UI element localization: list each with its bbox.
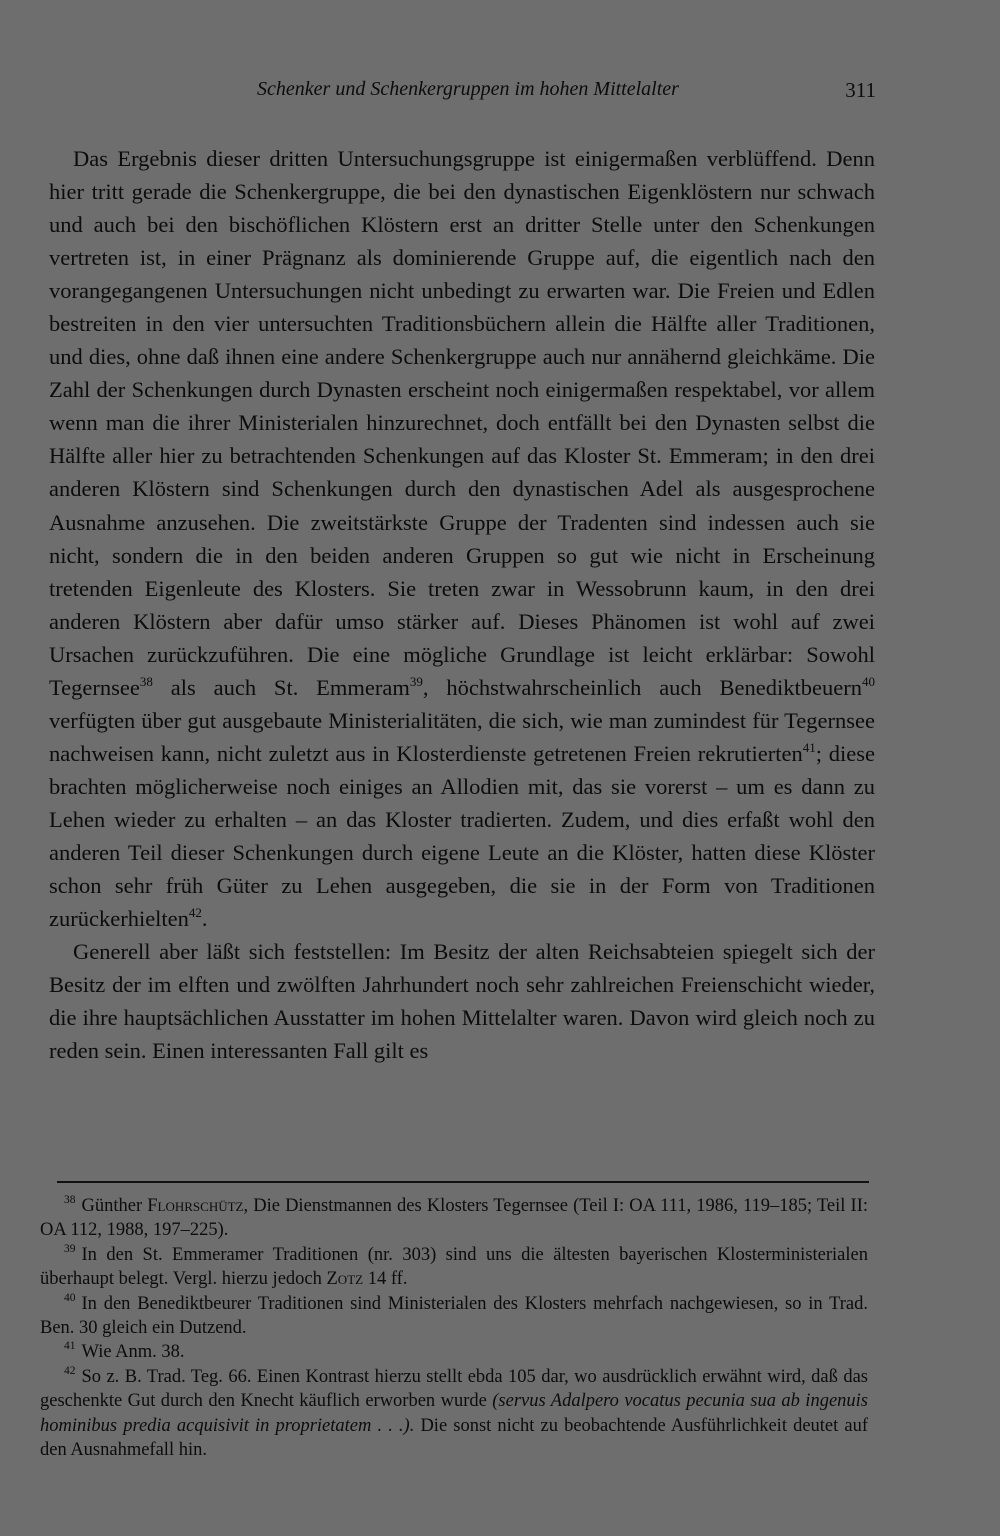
text-run: ; diese brachten möglicherweise noch einiges an Allodien mit, das sie vorerst – um es dann zu Lehen wieder zu erhalten – an das Kloster tradierten. Zudem, und dies erfaßt wohl den anderen Teil dieser Schenkungen durch eigene Leute an die Klöster, hatten diese Klöster schon sehr früh Güter zu Lehen ausgegeben, die sie in der Form von Traditionen zurückerhielten — [49, 740, 875, 932]
author-name: Flohrschütz — [147, 1196, 244, 1216]
running-title: Schenker und Schenkergruppen im hohen Mittelalter — [257, 78, 679, 100]
footnote-text: Die sonst nicht zu beobachtende Ausführlichkeit deutet auf den Ausnahmefall hin. — [40, 1415, 868, 1461]
author-name: Zotz — [326, 1269, 364, 1290]
page-header — [48, 78, 880, 108]
page-number: 311 — [845, 78, 876, 102]
footnote-ref: 40 — [862, 673, 875, 689]
footnote-41 — [40, 1340, 868, 1364]
text-run: . — [201, 906, 208, 932]
footnote-ref: 39 — [409, 673, 423, 689]
footnote-number: 39 — [64, 1242, 76, 1255]
main-text — [49, 142, 875, 1067]
footnote-number: 40 — [64, 1291, 76, 1304]
footnote-text: So z. B. Trad. Teg. 66. Einen Kontrast hierzu stellt ebda 105 dar, wo ausdrücklich erwähnt wird, daß das geschenkte Gut durch den Knecht käuflich erworben wurde — [40, 1366, 868, 1412]
paragraph: Generell aber läßt sich feststellen: Im Besitz der alten Reichsabteien spiegelt sich der Besitz der im elften und zwölften Jahrhundert noch sehr zahlreichen Freienschicht wieder, die ihre hauptsächlichen Ausstatter im hohen Mittelalter waren. Davon wird gleich noch zu reden sein. Einen interessanten Fall gilt es — [49, 939, 875, 1064]
footnote-separator — [57, 1181, 869, 1183]
text-run: als auch St. Emmeram — [152, 674, 410, 700]
footnotes — [40, 1194, 868, 1462]
footnote-number: 42 — [64, 1364, 76, 1377]
footnote-text: Günther — [81, 1196, 148, 1216]
latin-quote: (servus Adalpero vocatus pecunia sua ab ingenuis hominibus predia acquisivit in proprietatem . . .). — [40, 1391, 868, 1436]
paragraph — [49, 142, 875, 935]
footnote-text: In den Benediktbeurer Traditionen sind Ministerialen des Klosters mehrfach nachgewiesen, so in Trad. Ben. 30 gleich ein Dutzend. — [40, 1293, 868, 1339]
footnote-ref: 42 — [188, 905, 202, 921]
text-run: Das Ergebnis dieser dritten Untersuchungsgruppe ist einigermaßen verblüffend. Denn hier tritt gerade die Schenkergruppe, die bei den dynastischen Eigenklöstern nur schwach und auch bei den bischöflichen Klöstern erst an dritter Stelle unter den Schenkungen vertreten ist, in einer Prägnanz als dominierende Gruppe auf, die eigentlich nach den vorangegangenen Untersuchungen nicht unbedingt zu erwarten war. Die Freien und Edlen bestreiten in den vier untersuchten Traditionsbüchern allein die Hälfte aller Traditionen, und dies, ohne daß ihnen eine andere Schenkergruppe auch nur annähernd gleichkäme. Die Zahl der Schenkungen durch Dynasten erscheint noch einigermaßen respektabel, vor allem wenn man die ihrer Ministerialen hinzurechnet, doch entfällt bei den Dynasten selbst die Hälfte aller hier zu betrachtenden Schenkungen auf das Kloster St. Emmeram; in den drei anderen Klöstern sind Schenkungen durch den dynastischen Adel als ausgesprochene Ausnahme anzusehen. Die zweitstärkste Gruppe der Tradenten sind indessen auch sie nicht, sondern die in den beiden anderen Gruppen so gut wie nicht in Erscheinung tretenden Eigenleute des Klosters. Sie treten zwar in Wessobrunn kaum, in den drei anderen Klöstern aber dafür umso stärker auf. Dieses Phänomen ist wohl auf zwei Ursachen zurückzuführen. Die eine mögliche Grundlage ist leicht erklärbar: Sowohl Tegernsee — [49, 146, 875, 700]
footnote-38 — [40, 1194, 868, 1243]
footnote-text: In den St. Emmeramer Traditionen (nr. 303) sind uns die ältesten bayerischen Klosterministerialen überhaupt belegt. Vergl. hierzu jedoch — [40, 1244, 868, 1290]
footnote-ref: 38 — [139, 673, 153, 689]
footnote-text: , Die Dienstmannen des Klosters Tegernsee (Teil I: OA 111, 1986, 119–185; Teil II: OA 112, 1988, 197–225). — [40, 1196, 868, 1241]
footnote-42 — [40, 1365, 868, 1463]
footnote-ref: 41 — [802, 739, 816, 755]
footnote-40 — [40, 1292, 868, 1341]
footnote-number: 41 — [64, 1340, 76, 1353]
footnote-number: 38 — [64, 1194, 76, 1206]
footnote-text: Wie Anm. 38. — [81, 1342, 185, 1363]
text-run: verfügten über gut ausgebaute Ministerialitäten, die sich, wie man zumindest für Tegernsee nachweisen kann, nicht zuletzt aus in Klosterdienste getretenen Freien rekrutierten — [49, 707, 875, 766]
footnote-39 — [40, 1243, 868, 1292]
footnote-text: 14 ff. — [363, 1269, 408, 1290]
text-run: , höchstwahrscheinlich auch Benediktbeuern — [422, 674, 862, 700]
